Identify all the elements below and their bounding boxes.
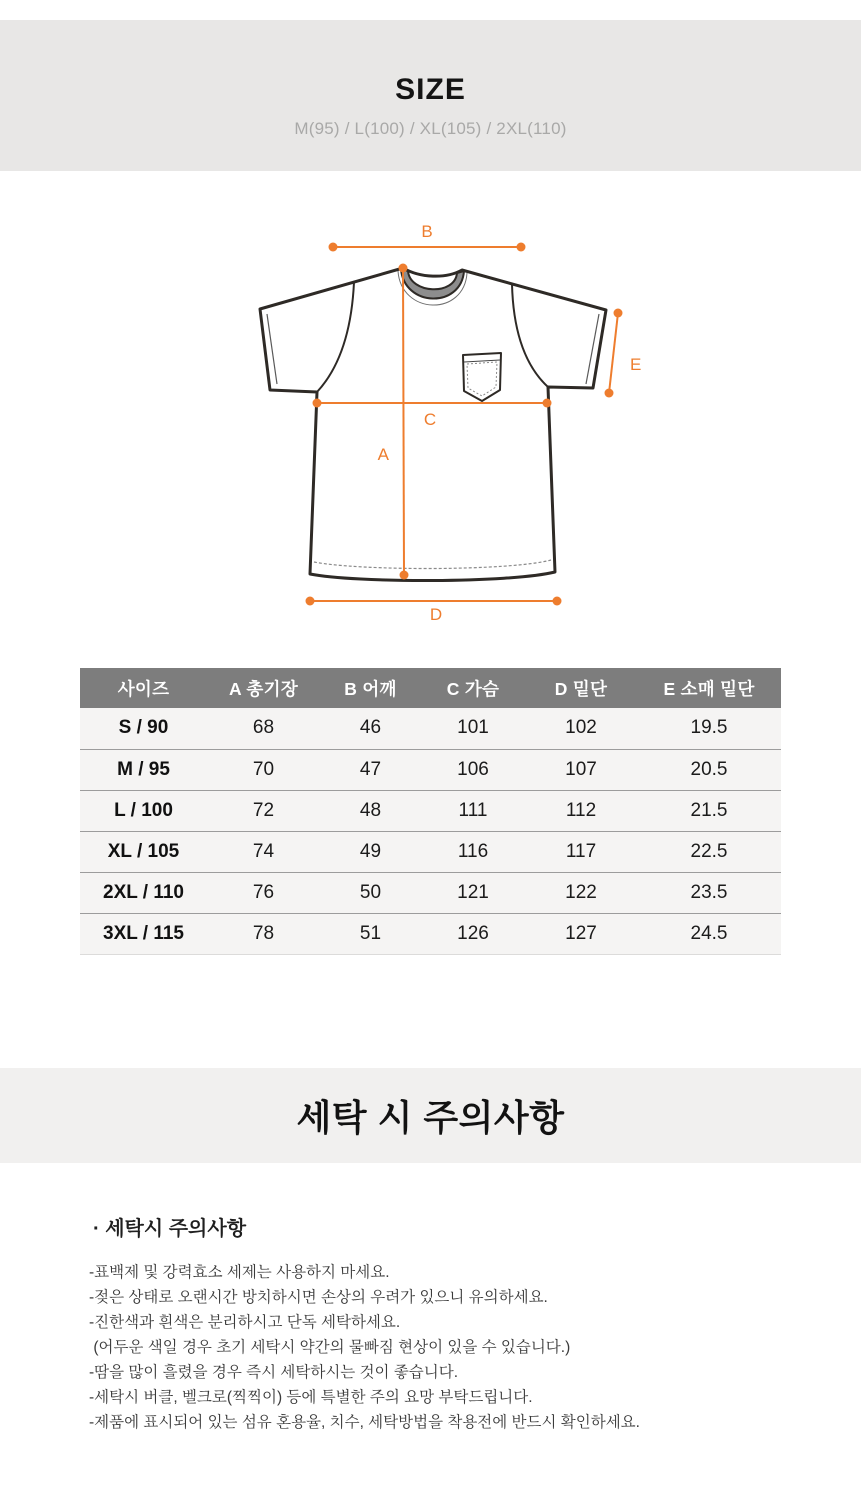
column-header: 사이즈 bbox=[80, 668, 207, 708]
measurement-cell: 70 bbox=[252, 758, 275, 780]
size-title: SIZE bbox=[395, 73, 466, 106]
wash-list-item: -땀을 많이 흘렸을 경우 즉시 세탁하시는 것이 좋습니다. bbox=[89, 1364, 459, 1381]
measurement-cell: 116 bbox=[457, 840, 489, 862]
wash-list bbox=[89, 1260, 789, 1435]
wash-list-item: (어두운 색일 경우 초기 세탁시 약간의 물빠짐 현상이 있을 수 있습니다.) bbox=[89, 1339, 571, 1356]
wash-list-item: -표백제 및 강력효소 세제는 사용하지 마세요. bbox=[89, 1264, 390, 1281]
column-header: E 소매 밑단 bbox=[637, 668, 781, 708]
measurement-cell: 21.5 bbox=[690, 799, 728, 821]
tshirt-measurement-diagram bbox=[180, 215, 650, 625]
table-row bbox=[80, 708, 781, 749]
measure-dot bbox=[614, 309, 623, 318]
measurement-cell: 111 bbox=[458, 799, 488, 821]
measure-dot bbox=[605, 389, 614, 398]
measurement-cell: 72 bbox=[252, 799, 275, 821]
size-table-head-row bbox=[80, 668, 781, 708]
row-size-label: S / 90 bbox=[118, 717, 169, 739]
measurement-cell: 101 bbox=[457, 717, 489, 739]
measurement-cell: 22.5 bbox=[690, 840, 728, 862]
label-a: A bbox=[377, 445, 389, 464]
measure-dot bbox=[517, 243, 526, 252]
measurement-cell: 51 bbox=[359, 922, 382, 944]
row-size-label: L / 100 bbox=[114, 799, 173, 821]
measurement-cell: 102 bbox=[565, 717, 597, 739]
measure-dot bbox=[553, 597, 562, 606]
label-e: E bbox=[630, 355, 642, 374]
size-table-body bbox=[80, 708, 781, 954]
measurement-cell: 76 bbox=[252, 881, 275, 903]
measurement-line-a bbox=[403, 268, 404, 575]
column-header: D 밑단 bbox=[525, 668, 637, 708]
measurement-cell: 121 bbox=[457, 881, 489, 903]
measurement-cell: 68 bbox=[252, 717, 275, 739]
measurement-cell: 46 bbox=[359, 717, 382, 739]
wash-banner-title: 세탁 시 주의사항 bbox=[296, 1097, 565, 1138]
measurement-cell: 24.5 bbox=[690, 922, 728, 944]
wash-banner bbox=[0, 1068, 861, 1163]
column-header: A 총기장 bbox=[207, 668, 320, 708]
table-row bbox=[80, 749, 781, 790]
size-subtitle: M(95) / L(100) / XL(105) / 2XL(110) bbox=[294, 119, 567, 138]
wash-list-item: -젖은 상태로 오랜시간 방치하시면 손상의 우려가 있으니 유의하세요. bbox=[89, 1289, 548, 1306]
size-table bbox=[80, 668, 781, 955]
label-c: C bbox=[423, 410, 437, 429]
measurement-cell: 117 bbox=[565, 840, 597, 862]
row-size-label: 3XL / 115 bbox=[103, 922, 184, 944]
label-d: D bbox=[429, 605, 443, 624]
row-size-label: XL / 105 bbox=[107, 840, 180, 862]
measurement-line-e bbox=[609, 313, 618, 393]
measurement-cell: 47 bbox=[359, 758, 382, 780]
measurement-cell: 106 bbox=[457, 758, 489, 780]
wash-heading: · 세탁시 주의사항 bbox=[93, 1218, 247, 1240]
measure-dot bbox=[399, 264, 408, 273]
table-row bbox=[80, 790, 781, 831]
wash-list-item: -제품에 표시되어 있는 섬유 혼용율, 치수, 세탁방법을 착용전에 반드시 확인하세요. bbox=[89, 1414, 640, 1431]
column-header: C 가슴 bbox=[421, 668, 525, 708]
measure-dot bbox=[329, 243, 338, 252]
measurement-cell: 122 bbox=[565, 881, 597, 903]
measurement-cell: 126 bbox=[457, 922, 489, 944]
measurement-cell: 20.5 bbox=[690, 758, 728, 780]
measure-dot bbox=[306, 597, 315, 606]
column-header: B 어깨 bbox=[320, 668, 421, 708]
measure-dot bbox=[400, 571, 409, 580]
wash-list-item: -세탁시 버클, 벨크로(찍찍이) 등에 특별한 주의 요망 부탁드립니다. bbox=[89, 1389, 533, 1406]
measure-dot bbox=[313, 399, 322, 408]
measurement-cell: 74 bbox=[252, 840, 275, 862]
measurement-cell: 127 bbox=[565, 922, 597, 944]
measurement-cell: 112 bbox=[565, 799, 597, 821]
measurement-cell: 48 bbox=[359, 799, 382, 821]
size-banner bbox=[0, 20, 861, 171]
table-row bbox=[80, 872, 781, 913]
measurement-cell: 23.5 bbox=[690, 881, 728, 903]
measurement-cell: 78 bbox=[252, 922, 275, 944]
measurement-cell: 19.5 bbox=[690, 717, 728, 739]
measurement-cell: 49 bbox=[359, 840, 382, 862]
measurement-cell: 50 bbox=[359, 881, 382, 903]
table-row bbox=[80, 913, 781, 954]
label-b: B bbox=[421, 222, 433, 241]
table-row bbox=[80, 831, 781, 872]
row-size-label: M / 95 bbox=[117, 758, 170, 780]
wash-list-item: -진한색과 흰색은 분리하시고 단독 세탁하세요. bbox=[89, 1314, 401, 1331]
measure-dot bbox=[543, 399, 552, 408]
measurement-cell: 107 bbox=[565, 758, 597, 780]
row-size-label: 2XL / 110 bbox=[103, 881, 184, 903]
